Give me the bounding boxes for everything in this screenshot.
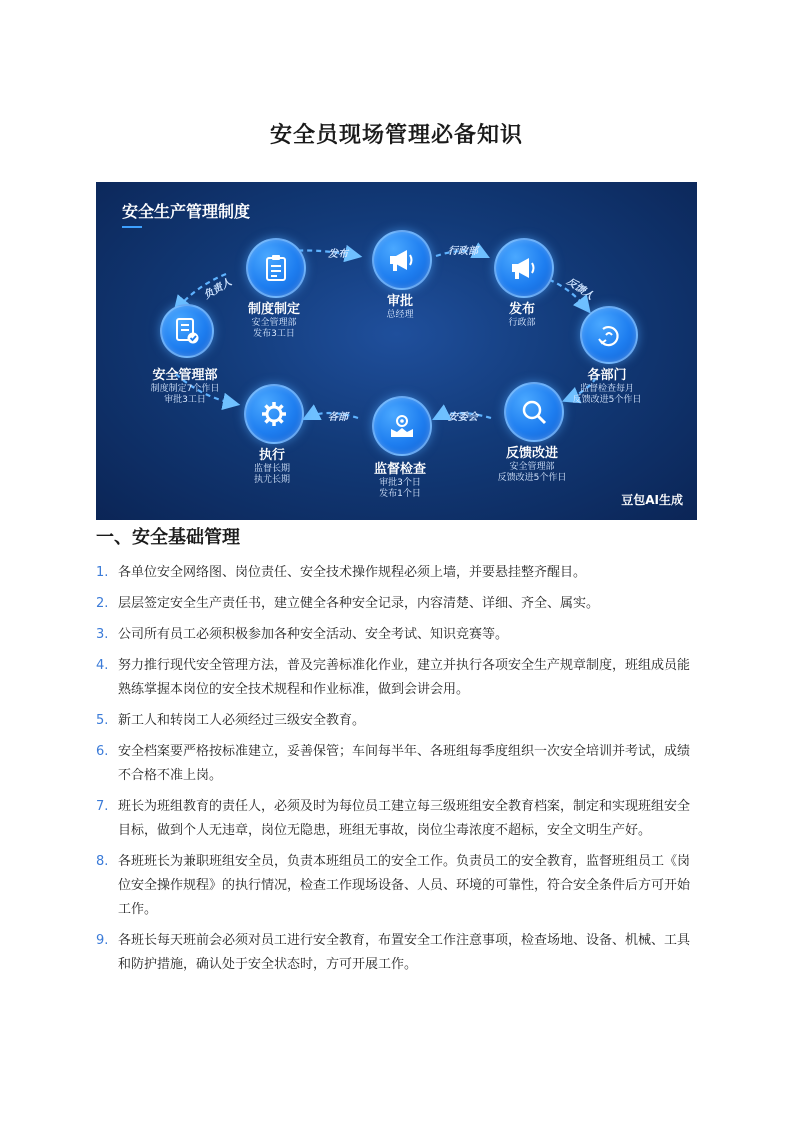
section-title: 一、安全基础管理 bbox=[96, 527, 240, 548]
arrow-label-xingzhengbu: 行政部 bbox=[448, 246, 478, 257]
list-item: 7. 班长为班组教育的责任人，必须及时为每位员工建立每三级班组安全教育档案，制定和实现班组安全目标，做到个人无违章，岗位无隐患，班组无事故，岗位尘毒浓度不超标，安全文明生产好。 bbox=[96, 799, 691, 838]
title-underline bbox=[122, 226, 142, 228]
brand-watermark: 豆包AI生成 bbox=[621, 493, 683, 507]
arrow-label-gebu: 各部 bbox=[328, 412, 348, 423]
node-anquanguanlibu bbox=[160, 304, 214, 358]
node-shenpi bbox=[372, 230, 432, 290]
node-fabu bbox=[494, 238, 554, 298]
list-item: 1. 各单位安全网络图、岗位责任、安全技术操作规程必须上墙，并要悬挂整齐醒目。 bbox=[96, 565, 587, 580]
arrow-label-fabu: 发布 bbox=[328, 249, 348, 260]
node-zhiduzhiding bbox=[246, 238, 306, 298]
list-item: 9. 各班长每天班前会必须对员工进行安全教育，布置安全工作注意事项，检查场地、设备、机械、工具和防护措施，确认处于安全状态时，方可开展工作。 bbox=[96, 933, 691, 972]
arrow-label-anweihui: 安委会 bbox=[448, 412, 478, 423]
page-title: 安全员现场管理必备知识 bbox=[269, 123, 523, 148]
list-item: 3. 公司所有员工必须积极参加各种安全活动、安全考试、知识竞赛等。 bbox=[96, 627, 509, 642]
list-item: 4. 努力推行现代安全管理方法，普及完善标准化作业，建立并执行各项安全生产规章制度，班组成员能熟练掌握本岗位的安全技术规程和作业标准，做到会讲会用。 bbox=[96, 658, 691, 697]
list-item: 6. 安全档案要严格按标准建立，妥善保管；车间每半年、各班组每季度组织一次安全培训并考试，成绩不合格不准上岗。 bbox=[96, 744, 691, 783]
node-label-fabu: 发布 行政部 bbox=[508, 302, 536, 328]
node-label-zhiduzhiding: 制度制定 安全管理部 发布3工日 bbox=[247, 302, 300, 339]
list-item: 2. 层层签定安全生产责任书，建立健全各种安全记录，内容清楚、详细、齐全、属实。 bbox=[96, 596, 600, 611]
rules-list bbox=[96, 561, 696, 984]
banner-title: 安全生产管理制度 bbox=[122, 202, 251, 221]
node-jianducheck bbox=[372, 396, 432, 456]
node-label-gebumen: 各部门 监督检查每月 反馈改进5个作日 bbox=[572, 368, 642, 405]
arrow-label-fuzeren: 负责人 bbox=[202, 276, 234, 302]
process-banner bbox=[96, 182, 697, 520]
arrow-label-fankuiren: 反馈人 bbox=[564, 276, 596, 303]
node-label-shenpi: 审批 总经理 bbox=[386, 294, 414, 320]
node-fankuigaijin bbox=[504, 382, 564, 442]
node-label-zhixing: 执行 监督长期 执尤长期 bbox=[253, 448, 290, 485]
node-label-anquanguanlibu: 安全管理部 制度制定7个作日 审批3工日 bbox=[150, 368, 220, 405]
list-item: 5. 新工人和转岗工人必须经过三级安全教育。 bbox=[96, 713, 366, 728]
node-label-fankuigaijin: 反馈改进 安全管理部 反馈改进5个作日 bbox=[497, 446, 567, 483]
list-item: 8. 各班班长为兼职班组安全员，负责本班组员工的安全工作。负责员工的安全教育，监督班组员工《岗位安全操作规程》的执行情况，检查工作现场设备、人员、环境的可靠性，符合安全条件后方可开始工作。 bbox=[96, 854, 691, 917]
node-zhixing bbox=[244, 384, 304, 444]
node-gebumen bbox=[580, 306, 638, 364]
node-label-jianducheck: 监督检查 审批3个日 发布1个日 bbox=[373, 462, 426, 499]
